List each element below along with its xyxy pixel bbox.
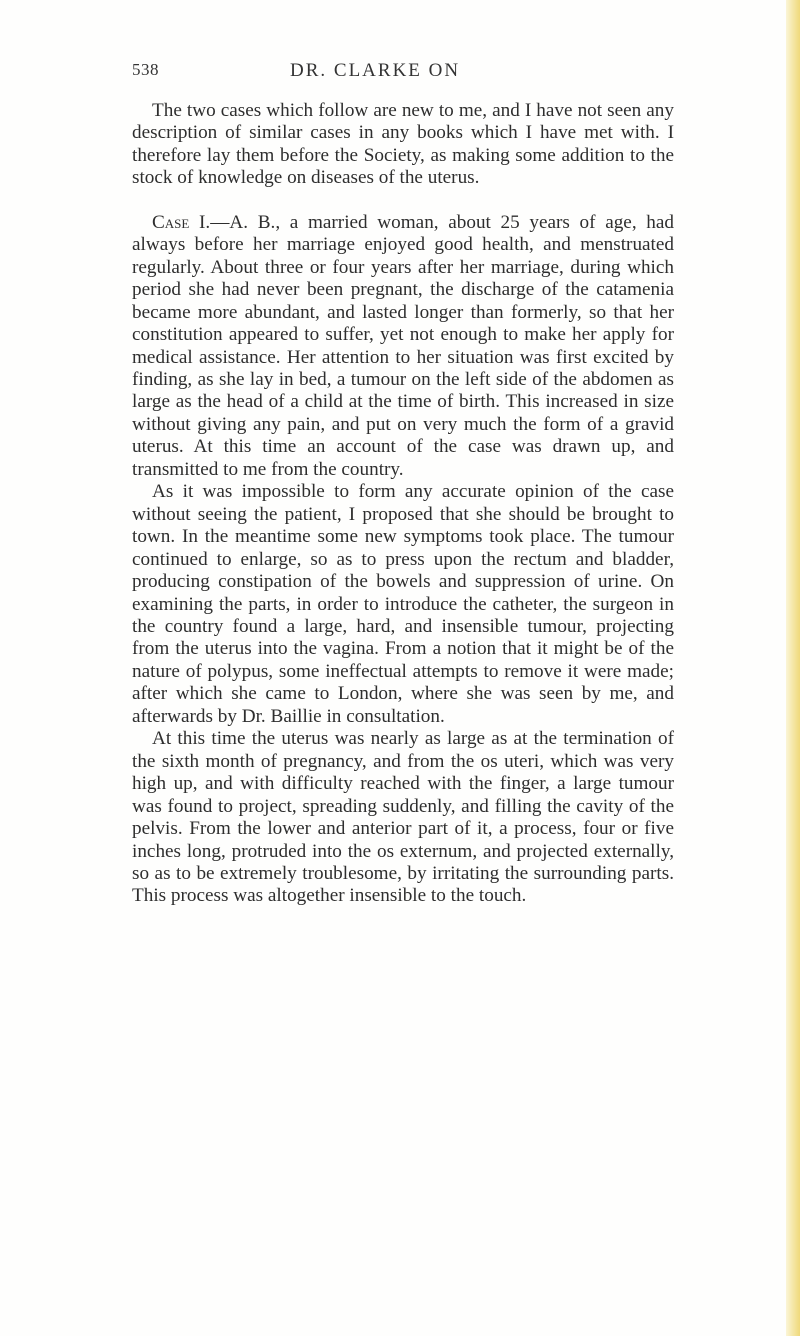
paragraph-examination xyxy=(132,728,674,908)
body-text xyxy=(132,100,674,908)
paragraph-text: —A. B., a married woman, about 25 years of age, had always before her marriage enjoyed good health, and menstruated regularly. About three or four years after her marriage, during which period she had never been pregnant, the discharge of the catamenia became more abundant, and lasted longer than formerly, so that her constitution appeared to suffer, yet not enough to make her apply for medical assistance. Her attention to her situation was first excited by finding, as she lay in bed, a tumour on the left side of the abdomen as large as the head of a child at the time of birth. This increased in size without giving any pain, and put on very much the form of a gravid uterus. At this time an account of the case was drawn up, and transmitted to me from the country. xyxy=(132,211,674,480)
case-label: Case I. xyxy=(152,211,211,233)
paragraph-text: At this time the uterus was nearly as large as at the termination of the sixth month of pregnancy, and from the os uteri, which was very high up, and with difficulty reached with the finger, a large tumour was found to project, spreading suddenly, and filling the cavity of the pelvis. From the lower and anterior part of it, a process, four or five inches long, protruded into the os externum, and projected externally, so as to be extremely troublesome, by irritating the surrounding parts. This process was altogether insensible to the touch. xyxy=(132,728,674,907)
page-header xyxy=(0,60,800,90)
paragraph-consultation xyxy=(132,481,674,728)
running-head: DR. CLARKE ON xyxy=(290,60,461,81)
page-edge xyxy=(786,0,800,1336)
paragraph-case-1 xyxy=(132,212,674,481)
paragraph-intro xyxy=(132,100,674,190)
page-number: 538 xyxy=(132,60,159,79)
paragraph-text: The two cases which follow are new to me, and I have not seen any description of similar cases in any books which I have met with. I therefore lay them before the Society, as making some addition to the stock of knowledge on diseases of the uterus. xyxy=(132,100,674,189)
paragraph-text: As it was impossible to form any accurate opinion of the case without seeing the patient, I proposed that she should be brought to town. In the meantime some new symptoms took place. The tumour continued to enlarge, so as to press upon the rectum and bladder, producing constipation of the bowels and suppression of urine. On examining the parts, in order to introduce the catheter, the surgeon in the country found a large, hard, and insensible tumour, projecting from the uterus into the vagina. From a notion that it might be of the nature of polypus, some ineffectual attempts to remove it were made; after which she came to London, where she was seen by me, and afterwards by Dr. Baillie in consultation. xyxy=(132,481,674,727)
